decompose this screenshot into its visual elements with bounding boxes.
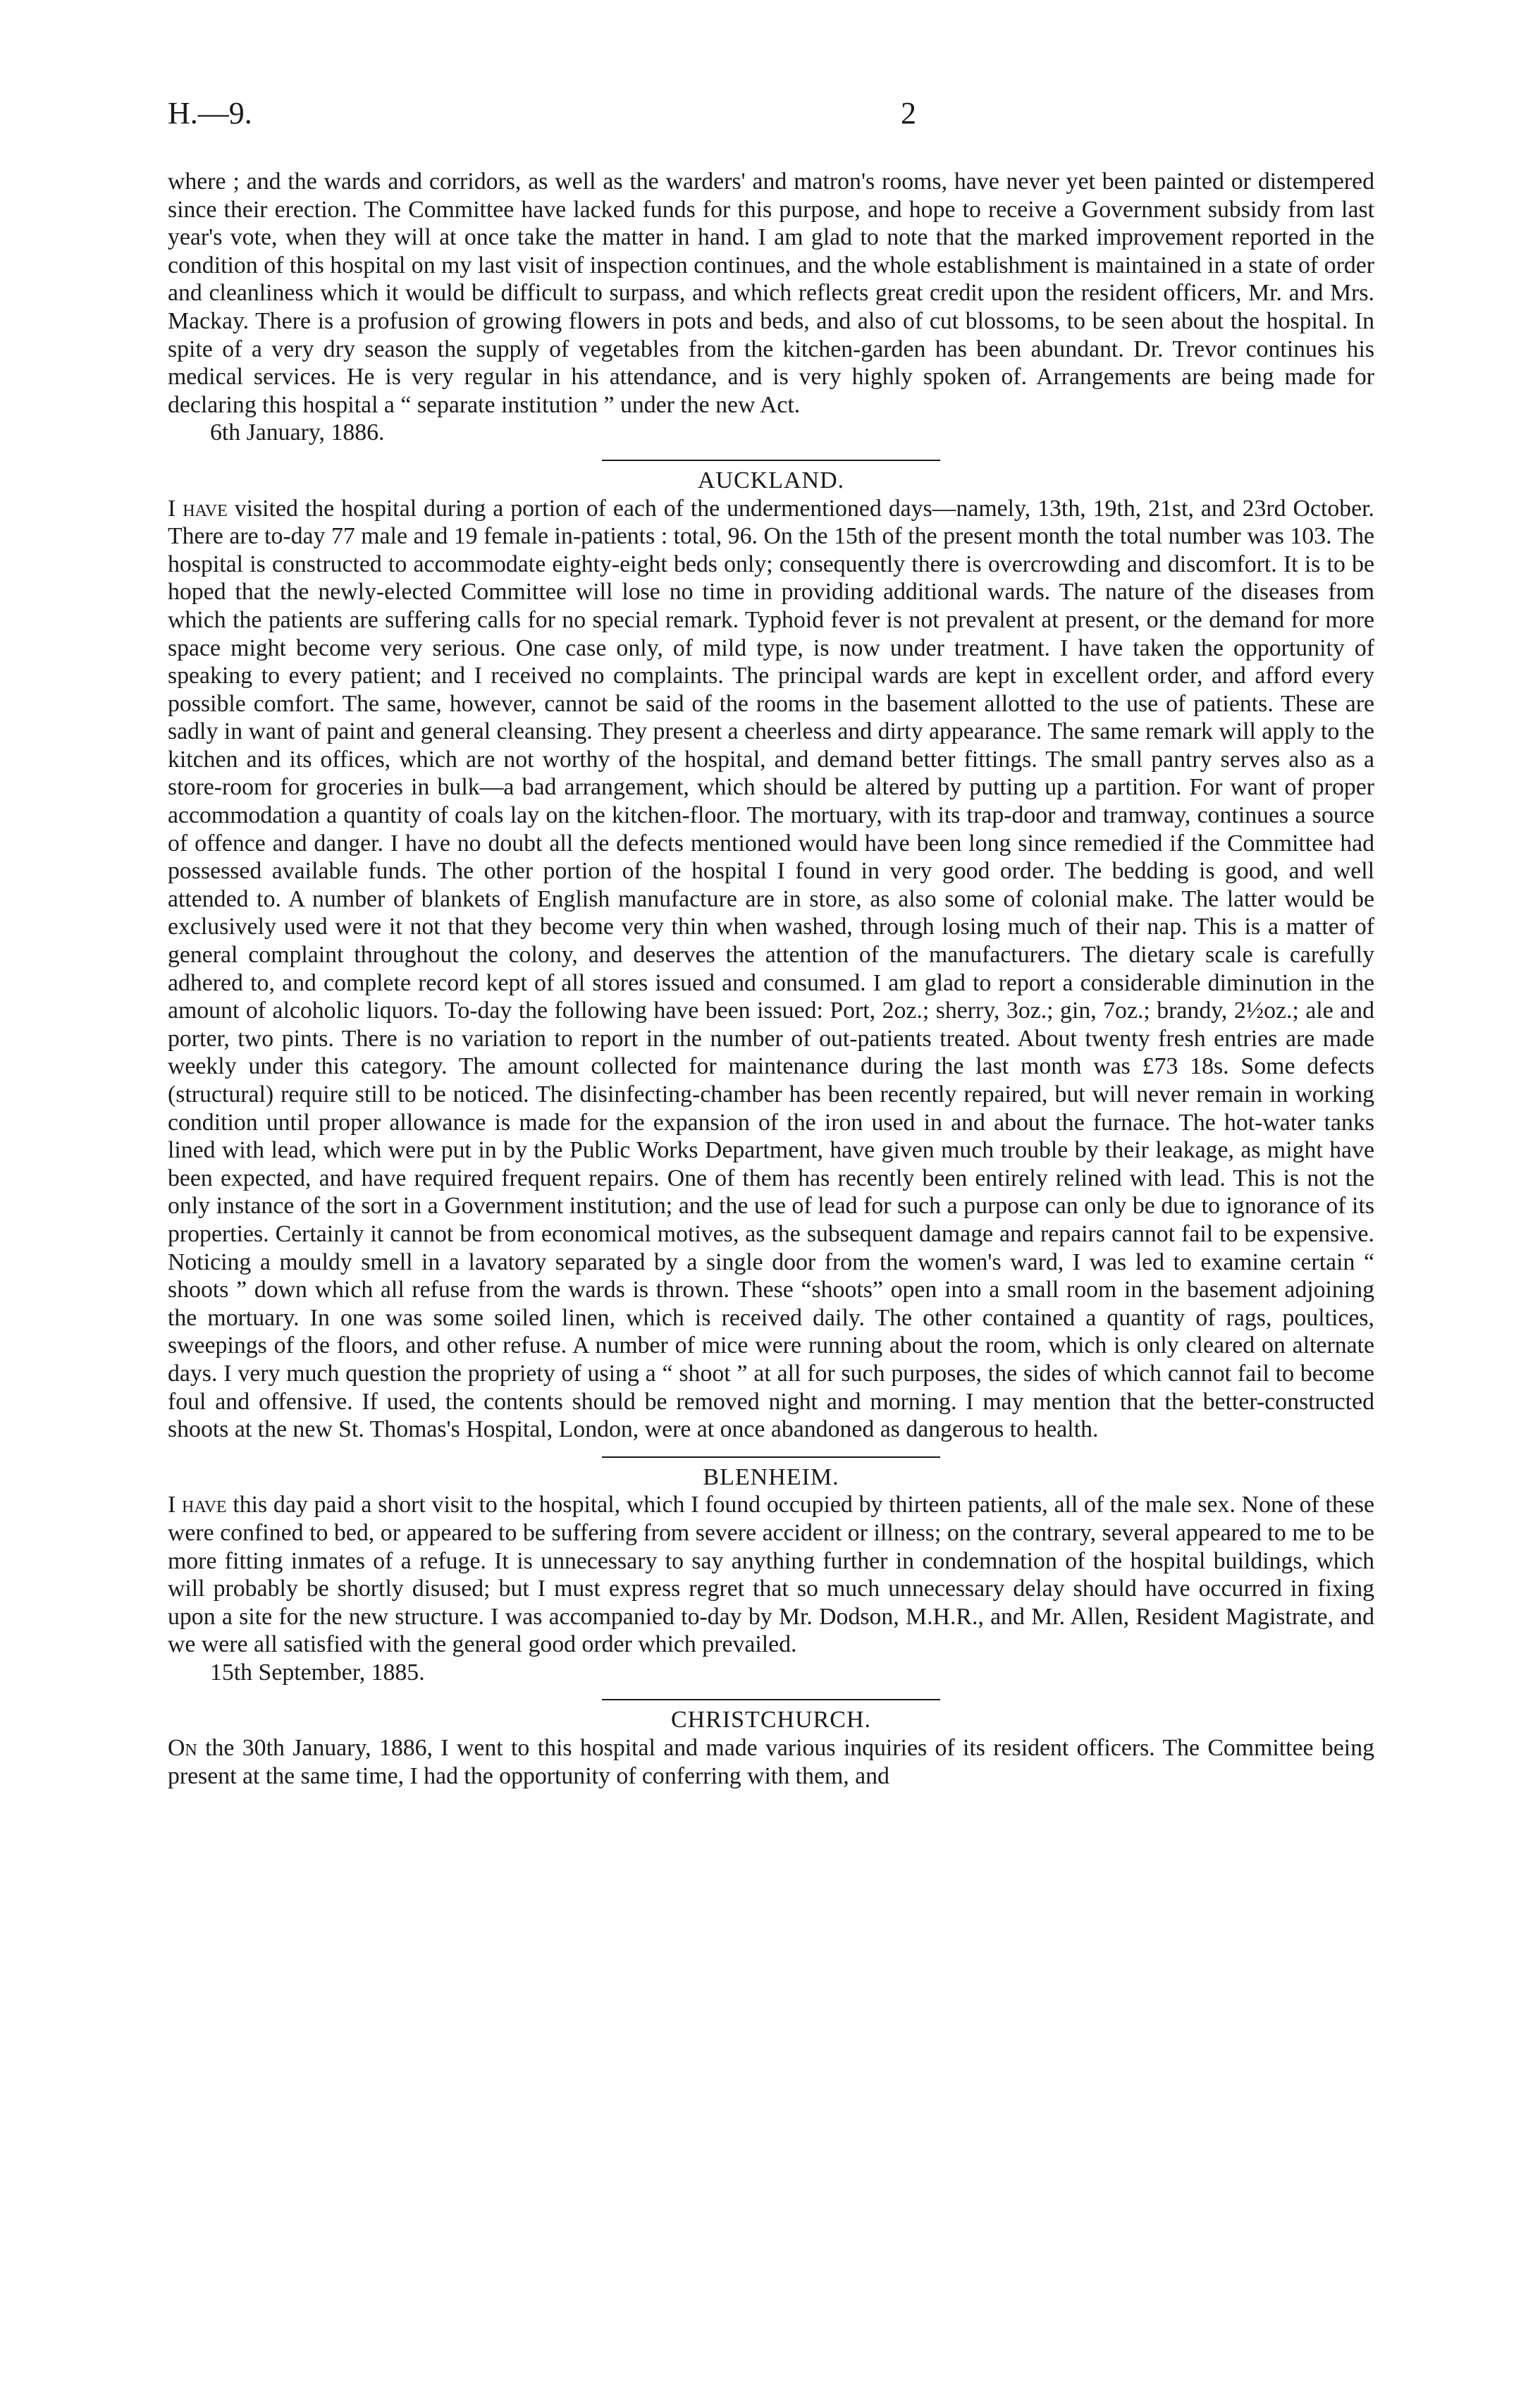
section-divider [602, 1699, 940, 1700]
page-number: 2 [901, 96, 916, 130]
christchurch-report-text: the 30th January, 1886, I went to this hospital and made various inquiries of its resident officers. The Committee being present at the same time, I had the opportunity of conferring with them, and [168, 1735, 1374, 1789]
report-date: 15th September, 1885. [210, 1659, 425, 1686]
section-divider [602, 1456, 940, 1458]
section-divider [602, 460, 940, 461]
document-reference: H.—9. [168, 96, 252, 130]
page-header [168, 95, 1373, 137]
lead-words: I have [168, 495, 228, 522]
report-date: 6th January, 1886. [210, 419, 385, 446]
section-title-auckland: AUCKLAND. [697, 467, 845, 493]
continued-paragraph: where ; and the wards and corridors, as well as the warders' and matron's rooms, have never yet been painted or distempered since their erection. The Committee have lacked funds for this purpose, and hope to receive a Government subsidy from last year's vote, when they will at once take the matter in hand. I am glad to note that the marked improvement reported in the condition of this hospital on my last visit of inspection continues, and the whole establishment is maintained in a state of order and cleanliness which it would be difficult to surpass, and which reflects great credit upon the resident officers, Mr. and Mrs. Mackay. There is a profusion of growing flowers in pots and beds, and also of cut blossoms, to be seen about the hospital. In spite of a very dry season the supply of vegetables from the kitchen-garden has been abundant. Dr. Trevor continues his medical services. He is very regular in his attendance, and is very highly spoken of. Arrangements are being made for declaring this hospital a “ separate institution ” under the new Act. [168, 168, 1374, 418]
section-title-blenheim: BLENHEIM. [703, 1463, 839, 1490]
blenheim-report-text: this day paid a short visit to the hospital, which I found occupied by thirteen patients, all of the male sex. None of these were confined to bed, or appeared to be suffering from severe accident or illness; on the contrary, several appeared to me to be more fitting inmates of a refuge. It is unnecessary to say anything further in condemnation of the hospital buildings, which will probably be shortly disused; but I must express regret that so much unnecessary delay should have occurred in fixing upon a site for the new structure. I was accompanied to-day by Mr. Dodson, M.H.R., and Mr. Allen, Resident Magistrate, and we were all satisfied with the general good order which prevailed. [168, 1492, 1374, 1658]
blenheim-report [168, 1491, 1374, 1659]
section-title-christchurch: CHRISTCHURCH. [670, 1707, 872, 1733]
christchurch-report [168, 1734, 1374, 1790]
lead-words: I have [168, 1492, 227, 1518]
auckland-report-text: visited the hospital during a portion of each of the undermentioned days—namely, 13th, 19th, 21st, and 23rd October. There are to-day 77 male and 19 female in-patients : total, 96. On the 15th of the present month the total number was 103. The hospital is constructed to accommodate eighty-eight beds only; consequently there is overcrowding and discomfort. It is to be hoped that the newly-elected Committee will lose no time in providing additional wards. The nature of the diseases from which the patients are suffering calls for no special remark. Typhoid fever is not prevalent at present, or the demand for more space might become very serious. One case only, of mild type, is now under treatment. I have taken the opportunity of speaking to every patient; and I received no complaints. The principal wards are kept in excellent order, and afford every possible comfort. The same, however, cannot be said of the rooms in the basement allotted to the use of patients. These are sadly in want of paint and general cleansing. They present a cheerless and dirty appearance. The same remark will apply to the kitchen and its offices, which are not worthy of the hospital, and demand better fittings. The small pantry serves also as a store-room for groceries in bulk—a bad arrangement, which should be altered by putting up a partition. For want of proper accommodation a quantity of coals lay on the kitchen-floor. The mortuary, with its trap-door and tramway, continues a source of offence and danger. I have no doubt all the defects mentioned would have been long since remedied if the Committee had possessed available funds. The other portion of the hospital I found in very good order. The bedding is good, and well attended to. A number of blankets of English manufacture are in store, as also some of colonial make. The latter would be exclusively used were it not that they become very thin when washed, through losing much of their nap. This is a matter of general complaint throughout the colony, and deserves the attention of the manufacturers. The dietary scale is carefully adhered to, and complete record kept of all stores issued and consumed. I am glad to report a considerable diminution in the amount of alcoholic liquors. To-day the following have been issued: Port, 2oz.; sherry, 3oz.; gin, 7oz.; brandy, 2½oz.; ale and porter, two pints. There is no variation to report in the number of out-patients treated. About twenty fresh entries are made weekly under this category. The amount collected for maintenance during the last month was £73 18s. Some defects (structural) require still to be noticed. The disinfecting-chamber has been recently repaired, but will never remain in working condition until proper allowance is made for the expansion of the iron used in and about the furnace. The hot-water tanks lined with lead, which were put in by the Public Works Department, have given much trouble by their leakage, as might have been expected, and have required frequent repairs. One of them has recently been entirely relined with lead. This is not the only instance of the sort in a Government institution; and the use of lead for such a purpose can only be due to ignorance of its properties. Certainly it cannot be from economical motives, as the subsequent damage and repairs cannot fail to be expensive. Noticing a mouldy smell in a lavatory separated by a single door from the women's ward, I was led to examine certain “ shoots ” down which all refuse from the wards is thrown. These “shoots” open into a small room in the basement adjoining the mortuary. In one was some soiled linen, which is received daily. The other contained a quantity of rags, poultices, sweepings of the floors, and other refuse. A number of mice were running about the room, which is only cleared on alternate days. I very much question the propriety of using a “ shoot ” at all for such purposes, the sides of which cannot fail to become foul and offensive. If used, the contents should be removed night and morning. I may mention that the better-constructed shoots at the new St. Thomas's Hospital, London, were at once abandoned as dangerous to health. [168, 495, 1374, 1443]
auckland-report [168, 495, 1374, 1444]
lead-words: On [168, 1735, 197, 1762]
page-body [168, 168, 1374, 1790]
